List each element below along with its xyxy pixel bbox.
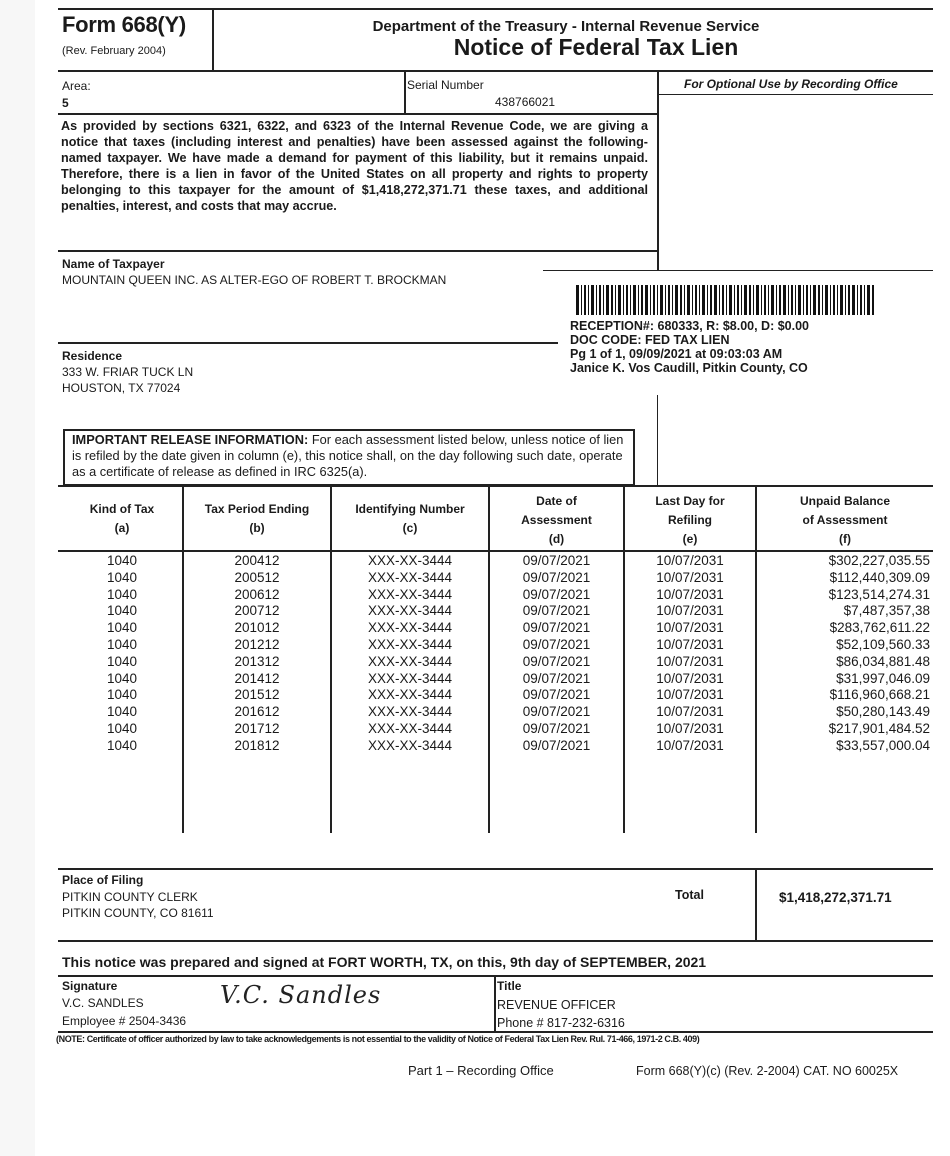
employee-number: Employee # 2504-3436	[62, 1014, 187, 1028]
assessment-date-cell: 09/07/2021	[522, 569, 591, 585]
tax-period-cell: 200612	[234, 586, 280, 602]
kind-of-tax-cell: 1040	[106, 637, 138, 652]
refiling-date-cell: 10/07/2031	[656, 620, 724, 636]
form-id: Form 668(Y)	[62, 12, 186, 37]
tax-period-cell: 201212	[234, 637, 280, 652]
unpaid-balance-cell: $123,514,274.31	[828, 586, 930, 602]
divider	[657, 395, 658, 485]
refiling-date-cell: 10/07/2031	[656, 653, 724, 669]
identifying-number-cell: XXX-XX-3444	[367, 637, 453, 652]
place-of-filing-line2: PITKIN COUNTY, CO 81611	[62, 906, 214, 920]
identifying-number-cell: XXX-XX-3444	[367, 603, 453, 619]
reception-number: RECEPTION#: 680333, R: $8.00, D: $0.00	[570, 319, 810, 333]
officer-title-label: Title	[497, 979, 522, 993]
refiling-date-cell: 10/07/2031	[656, 553, 724, 568]
assessment-date-cell: 09/07/2021	[522, 670, 591, 686]
assessment-date-cell: 09/07/2021	[522, 704, 591, 720]
rule	[58, 70, 933, 72]
release-info-heading: IMPORTANT RELEASE INFORMATION:	[72, 432, 309, 447]
place-of-filing-label: Place of Filing	[62, 873, 144, 887]
area-label: Area:	[62, 79, 91, 93]
kind-of-tax-cell: 1040	[106, 569, 138, 585]
identifying-number-cell: XXX-XX-3444	[367, 553, 453, 568]
kind-of-tax-cell: 1040	[106, 721, 138, 736]
prepared-statement: This notice was prepared and signed at FORT WORTH, TX, on this, 9th day of SEPTEMBER, 2021	[62, 954, 707, 970]
officer-phone: Phone # 817-232-6316	[497, 1016, 625, 1030]
unpaid-balance-cell: $7,487,357,38	[843, 603, 930, 619]
taxpayer-name: MOUNTAIN QUEEN INC. AS ALTER-EGO OF ROBERT T. BROCKMAN	[62, 273, 447, 287]
refiling-date-cell: 10/07/2031	[656, 637, 724, 652]
assessment-date-cell: 09/07/2021	[522, 687, 591, 703]
tax-period-cell: 201412	[234, 670, 280, 686]
refiling-date-cell: 10/07/2031	[656, 670, 724, 686]
identifying-number-cell: XXX-XX-3444	[367, 670, 453, 686]
handwritten-signature: V.C. Sandles	[220, 981, 382, 1009]
rule	[58, 113, 658, 115]
rule	[58, 868, 933, 870]
unpaid-balance-cell: $52,109,560.33	[836, 637, 930, 652]
tax-period-cell: 201012	[234, 620, 280, 636]
divider	[657, 71, 659, 271]
kind-of-tax-cell: 1040	[106, 670, 138, 686]
residence-city: HOUSTON, TX 77024	[62, 381, 181, 395]
refiling-date-cell: 10/07/2031	[656, 704, 724, 720]
footer-note: (NOTE: Certificate of officer authorized by law to take acknowledgements is not essential to the validity of Notice of Federal Tax Lien Rev. Rul. 71-466, 1971-2 C.B. 409)	[56, 1034, 700, 1044]
divider	[404, 71, 406, 113]
refiling-date-cell: 10/07/2031	[656, 721, 724, 736]
column-header-identifying-number: Identifying Number (c)	[355, 502, 465, 535]
column-header-tax-period: Tax Period Ending (b)	[204, 502, 310, 535]
refiling-date-cell: 10/07/2031	[656, 737, 724, 753]
kind-of-tax-cell: 1040	[106, 620, 138, 636]
unpaid-balance-cell: $283,762,611.22	[829, 620, 930, 636]
assessment-date-cell: 09/07/2021	[522, 620, 591, 636]
rule	[58, 250, 658, 252]
assessment-date-cell: 09/07/2021	[522, 603, 591, 619]
county-clerk: Janice K. Vos Caudill, Pitkin County, CO	[570, 361, 808, 375]
serial-number-value: 438766021	[495, 95, 556, 109]
department-name: Department of the Treasury - Internal Revenue Service	[372, 18, 760, 35]
unpaid-balance-cell: $302,227,035.55	[828, 553, 930, 568]
identifying-number-cell: XXX-XX-3444	[367, 620, 453, 636]
rule	[58, 940, 933, 942]
identifying-number-cell: XXX-XX-3444	[367, 586, 453, 602]
column-header-kind-of-tax: Kind of Tax (a)	[89, 502, 155, 535]
rule	[58, 485, 933, 487]
tax-period-cell: 200712	[234, 603, 280, 619]
signature-label: Signature	[62, 979, 118, 993]
divider	[212, 8, 214, 71]
unpaid-balance-cell: $116,960,668.21	[829, 687, 930, 703]
kind-of-tax-cell: 1040	[106, 603, 138, 619]
assessment-date-cell: 09/07/2021	[522, 737, 591, 753]
assessment-date-cell: 09/07/2021	[522, 586, 591, 602]
kind-of-tax-cell: 1040	[106, 586, 138, 602]
assessment-date-cell: 09/07/2021	[522, 553, 591, 568]
tax-period-cell: 201712	[234, 721, 280, 736]
form-revision: (Rev. February 2004)	[62, 45, 166, 57]
refiling-date-cell: 10/07/2031	[656, 603, 724, 619]
tax-period-cell: 200412	[234, 553, 280, 568]
kind-of-tax-cell: 1040	[106, 553, 138, 568]
part-label: Part 1 – Recording Office	[408, 1063, 554, 1078]
rule	[659, 94, 933, 95]
refiling-date-cell: 10/07/2031	[656, 586, 724, 602]
kind-of-tax-cell: 1040	[106, 737, 138, 753]
tax-period-cell: 201512	[234, 687, 280, 703]
notice-paragraph: As provided by sections 6321, 6322, and 6323 of the Internal Revenue Code, we are giving a notice that taxes (including interest and penalties) have been assessed against the following-named taxpayer. We have made a demand for payment of this liability, but it remains unpaid. Therefore, there is a lien in favor of the United States on all property and rights to property belonging to this taxpayer for the amount of $1,418,272,371.71 these taxes, and additional penalties, interest, and costs that may accrue.	[61, 119, 648, 213]
identifying-number-cell: XXX-XX-3444	[367, 737, 453, 753]
document-title: Notice of Federal Tax Lien	[453, 34, 739, 60]
doc-code: DOC CODE: FED TAX LIEN	[570, 333, 730, 347]
identifying-number-cell: XXX-XX-3444	[367, 721, 453, 736]
residence-label: Residence	[62, 349, 123, 363]
assessment-date-cell: 09/07/2021	[522, 637, 591, 652]
identifying-number-cell: XXX-XX-3444	[367, 569, 453, 585]
refiling-date-cell: 10/07/2031	[656, 687, 724, 703]
refiling-date-cell: 10/07/2031	[656, 569, 724, 585]
kind-of-tax-cell: 1040	[106, 653, 138, 669]
identifying-number-cell: XXX-XX-3444	[367, 687, 453, 703]
barcode-icon	[576, 285, 874, 315]
residence-street: 333 W. FRIAR TUCK LN	[62, 365, 194, 379]
optional-use-label: For Optional Use by Recording Office	[684, 77, 898, 91]
officer-title: REVENUE OFFICER	[497, 998, 616, 1012]
column-header-last-day-refiling: Last Day for Refiling (e)	[655, 494, 725, 546]
unpaid-balance-cell: $217,901,484.52	[828, 721, 930, 736]
total-value: $1,418,272,371.71	[779, 890, 892, 905]
rule	[58, 550, 933, 552]
area-value: 5	[62, 96, 69, 110]
unpaid-balance-cell: $112,440,309.09	[829, 569, 930, 585]
unpaid-balance-cell: $86,034,881.48	[836, 653, 930, 669]
rule	[58, 342, 558, 344]
tax-period-cell: 201312	[234, 653, 280, 669]
taxpayer-label: Name of Taxpayer	[62, 257, 165, 271]
divider	[494, 976, 496, 1032]
form-catalog-number: Form 668(Y)(c) (Rev. 2-2004) CAT. NO 60025X	[636, 1064, 899, 1078]
tax-period-cell: 201612	[234, 704, 280, 720]
release-info-text	[72, 432, 632, 480]
recording-stamp	[570, 319, 809, 375]
total-label: Total	[675, 888, 704, 902]
unpaid-balance-cell: $33,557,000.04	[836, 737, 930, 753]
column-header-unpaid-balance: Unpaid Balance of Assessment (f)	[799, 494, 891, 546]
release-info-body: For each assessment listed below, unless notice of lien is refiled by the date given in column (e), this notice shall, on the day following such date, operate as a certificate of release as defined in IRC 6325(a).	[72, 432, 624, 479]
recorded-date: Pg 1 of 1, 09/09/2021 at 09:03:03 AM	[570, 347, 783, 361]
rule	[58, 8, 933, 10]
officer-name: V.C. SANDLES	[62, 996, 144, 1010]
serial-number-label: Serial Number	[407, 78, 484, 92]
kind-of-tax-cell: 1040	[106, 687, 138, 703]
rule	[543, 270, 933, 271]
rule	[58, 1031, 933, 1033]
tax-period-cell: 201812	[234, 737, 280, 753]
assessment-date-cell: 09/07/2021	[522, 653, 591, 669]
kind-of-tax-cell: 1040	[106, 704, 138, 720]
assessment-date-cell: 09/07/2021	[522, 721, 591, 736]
column-header-date-of-assessment: Date of Assessment (d)	[521, 494, 592, 546]
place-of-filing-line1: PITKIN COUNTY CLERK	[62, 890, 198, 904]
page-margin	[0, 0, 35, 1156]
divider	[755, 868, 757, 940]
unpaid-balance-cell: $50,280,143.49	[836, 704, 930, 720]
identifying-number-cell: XXX-XX-3444	[367, 653, 453, 669]
tax-period-cell: 200512	[234, 569, 280, 585]
identifying-number-cell: XXX-XX-3444	[367, 704, 453, 720]
unpaid-balance-cell: $31,997,046.09	[836, 670, 930, 686]
